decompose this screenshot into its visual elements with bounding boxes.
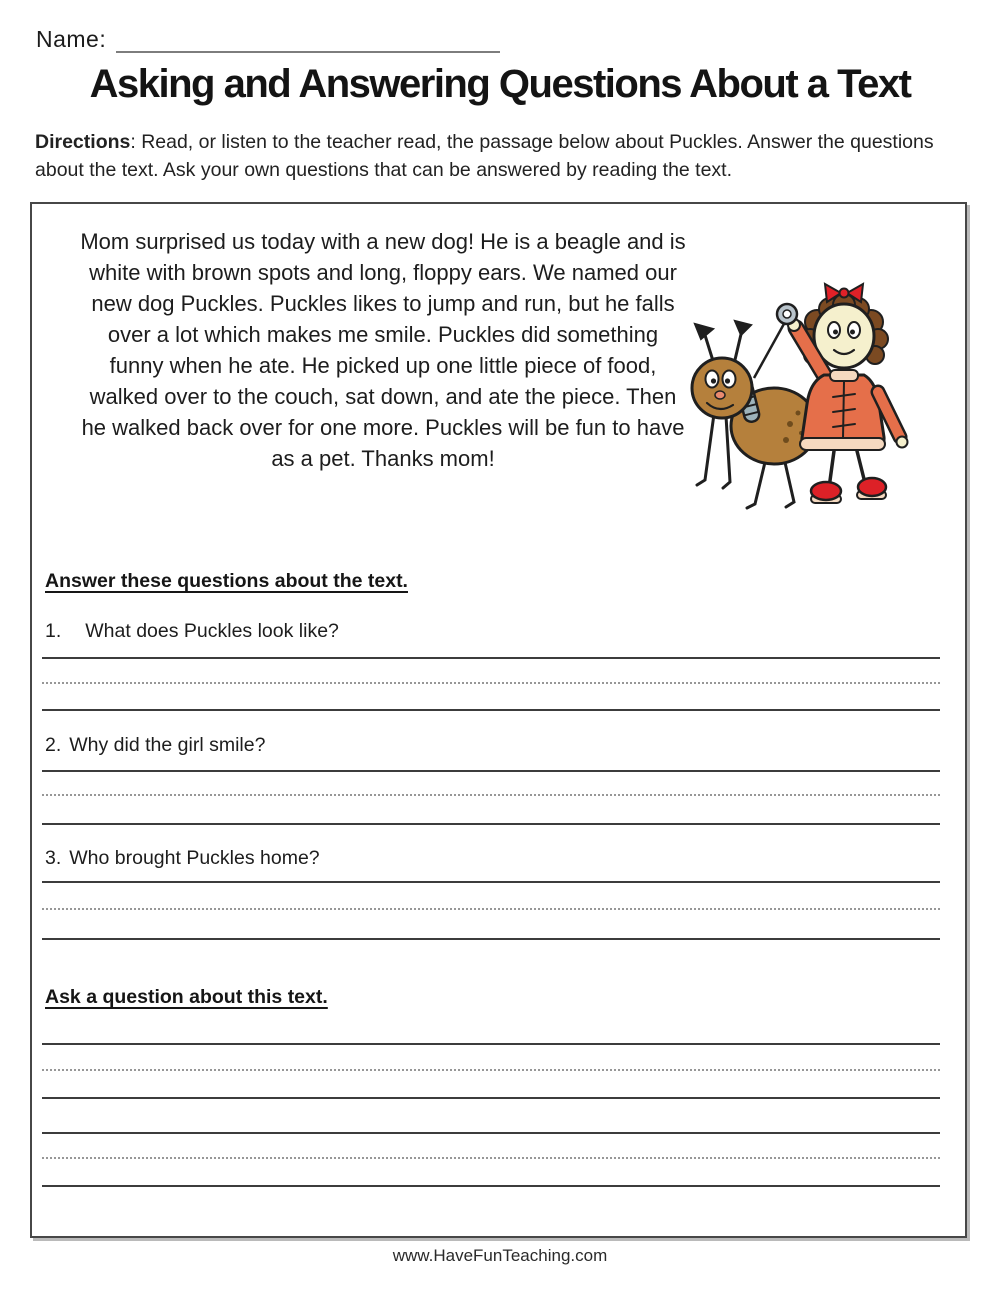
writing-line-dotted (42, 1069, 940, 1071)
writing-line-solid (42, 1132, 940, 1134)
writing-line-dotted (42, 682, 940, 684)
writing-line-solid (42, 709, 940, 711)
writing-line-dotted (42, 908, 940, 910)
name-label: Name: (36, 26, 107, 52)
question-2 (45, 734, 265, 757)
girl-figure (788, 284, 908, 503)
writing-line-solid (42, 657, 940, 659)
dog-ear-tip-right (735, 321, 751, 335)
writing-line-solid (42, 881, 940, 883)
coat-hem (800, 438, 885, 450)
writing-line-solid (42, 1043, 940, 1045)
ask-section-heading: Ask a question about this text. (45, 986, 328, 1008)
writing-line-solid (42, 938, 940, 940)
girl-shoe-right (858, 478, 886, 496)
passage-text: Mom surprised us today with a new dog! He is a beagle and is white with brown spots and long, floppy ears. We named our new dog Puckles. Puckles likes to jump and run, but he falls over a lot which makes me smile. Puckles did something funny when he ate. He picked up one little piece of food, walked over to the couch, sat down, and ate the piece. Then he walked back over for one more. Puckles will be fun to have as a pet. Thanks mom! (80, 229, 686, 471)
dog-nose (715, 391, 725, 399)
question-3 (45, 847, 320, 870)
question-2-text: Why did the girl smile? (69, 734, 266, 756)
worksheet-box (30, 202, 967, 1238)
dog-ear-tip-left (695, 324, 713, 339)
writing-line-dotted (42, 794, 940, 796)
directions (35, 128, 969, 184)
question-2-number: 2. (45, 734, 62, 756)
question-1-number: 1. (45, 620, 62, 642)
question-3-text: Who brought Puckles home? (69, 847, 320, 869)
girl-shoe-left (811, 482, 841, 500)
writing-line-solid (42, 1185, 940, 1187)
writing-line-solid (42, 770, 940, 772)
page-title: Asking and Answering Questions About a Text (89, 62, 911, 106)
directions-label: Directions (35, 131, 131, 153)
question-1 (45, 620, 339, 643)
footer-url: www.HaveFunTeaching.com (392, 1246, 608, 1265)
name-fill-line (116, 51, 500, 53)
directions-text: : Read, or listen to the teacher read, the passage below about Puckles. Answer the questions about the text. Ask your own questions that can be answered by reading the text. (35, 131, 934, 181)
question-1-text: What does Puckles look like? (85, 620, 339, 642)
writing-line-solid (42, 1097, 940, 1099)
coat-collar (830, 370, 858, 381)
question-3-number: 3. (45, 847, 62, 869)
answer-section-heading: Answer these questions about the text. (45, 570, 408, 592)
writing-line-solid (42, 823, 940, 825)
writing-line-dotted (42, 1157, 940, 1159)
girl-and-dog-illustration (684, 276, 916, 516)
leash-handle (777, 304, 797, 324)
leash (754, 322, 785, 378)
